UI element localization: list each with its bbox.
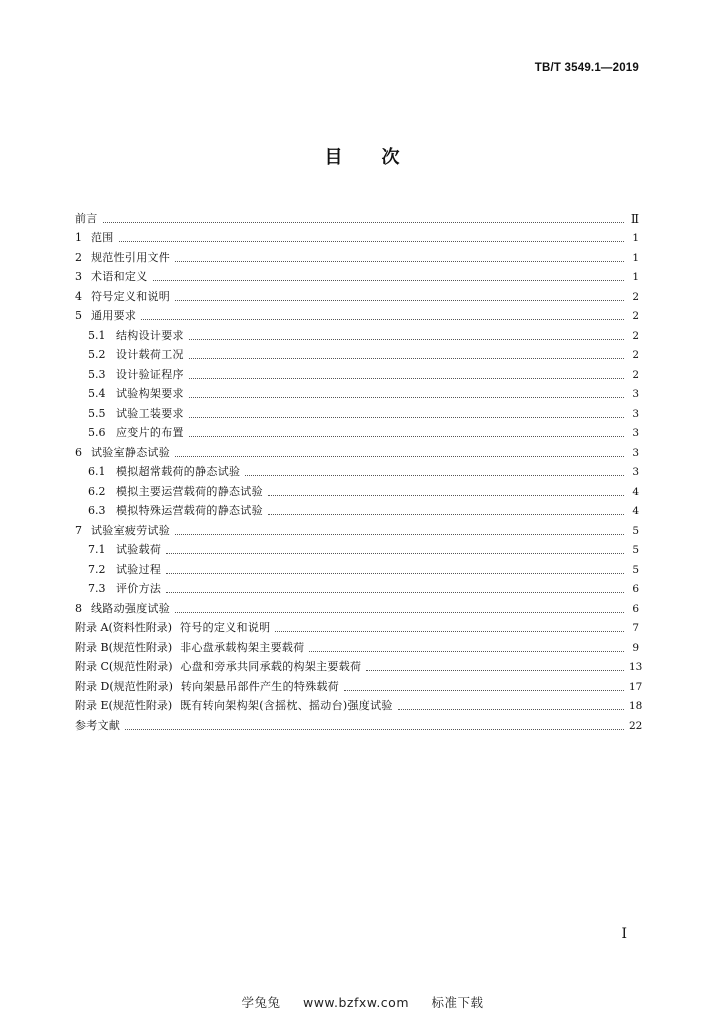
toc-entry[interactable]	[75, 265, 639, 285]
toc-entry-page: 2	[632, 349, 639, 361]
dot-leader	[153, 280, 625, 281]
toc-entry-page: 3	[632, 388, 639, 400]
toc-entry-page: 1	[632, 232, 639, 244]
toc-entry-title: 试验室静态试验	[91, 445, 171, 459]
toc-entry-page: 6	[632, 583, 639, 595]
toc-entry[interactable]	[75, 538, 639, 558]
dot-leader	[189, 417, 624, 418]
toc-entry-number: 5.6	[88, 426, 106, 439]
toc-entry[interactable]	[75, 694, 643, 714]
toc-entry-number: 7.2	[88, 562, 106, 576]
toc-entry-page: 2	[632, 329, 639, 342]
toc-entry[interactable]	[75, 245, 639, 265]
toc-entry-title: 符号的定义和说明	[180, 621, 271, 634]
dot-leader	[245, 475, 624, 476]
dot-leader	[366, 670, 624, 671]
toc-entry[interactable]	[75, 518, 639, 538]
toc-entry[interactable]	[75, 343, 639, 363]
toc-entry-page: 2	[632, 368, 639, 381]
toc-entry-page: 1	[632, 251, 639, 264]
toc-entry-title: 转向架悬吊部件产生的特殊载荷	[180, 679, 340, 693]
toc-entry-title: 设计载荷工况	[116, 348, 184, 361]
toc-entry-page: 22	[629, 719, 643, 732]
footer-watermark	[0, 993, 725, 1011]
toc-entry-number: 附录 E(规范性附录)	[75, 699, 173, 712]
toc-entry-title: 试验构架要求	[116, 387, 184, 400]
toc-entry-title: 模拟主要运营载荷的静态试验	[116, 484, 263, 498]
dot-leader	[275, 631, 624, 632]
toc-entry[interactable]	[75, 499, 639, 519]
toc-entry-page: 17	[629, 680, 643, 693]
dot-leader	[189, 436, 624, 437]
toc-entry-page: 2	[632, 290, 639, 303]
toc-entry-page: 3	[632, 427, 639, 439]
toc-entry-title: 试验过程	[116, 562, 162, 576]
toc-entry[interactable]	[75, 616, 639, 636]
toc-entry-number: 4	[75, 289, 82, 303]
toc-entry-number: 3	[75, 270, 82, 283]
toc-entry[interactable]	[75, 284, 639, 304]
dot-leader	[166, 592, 624, 593]
toc-entry-number: 5.5	[88, 406, 106, 420]
toc-entry[interactable]	[75, 557, 639, 577]
toc-entry[interactable]	[75, 635, 639, 655]
page-number: I	[621, 926, 627, 942]
dot-leader	[175, 261, 624, 262]
toc-entry-page: 3	[632, 446, 639, 459]
dot-leader	[175, 534, 624, 535]
toc-entry-page: 9	[632, 641, 639, 654]
toc-entry[interactable]	[75, 421, 639, 441]
toc-entry[interactable]	[75, 460, 639, 480]
toc-entry-page: 6	[632, 602, 639, 615]
dot-leader	[344, 690, 624, 691]
toc-entry-number: 附录 D(规范性附录)	[75, 679, 173, 693]
toc-entry-number: 7.1	[88, 543, 106, 556]
toc-title	[0, 143, 725, 169]
toc-entry-page: 5	[632, 524, 639, 537]
toc-entry-title: 非心盘承载构架主要载荷	[180, 640, 305, 654]
toc-entry[interactable]	[75, 479, 639, 499]
dot-leader	[398, 709, 624, 710]
toc-entry-title: 试验载荷	[116, 543, 162, 556]
toc-entry[interactable]	[75, 713, 643, 733]
watermark-slogan: 标准下载	[431, 995, 484, 1010]
toc-entry-page: 1	[632, 271, 639, 283]
toc-entry-page: 4	[632, 485, 639, 498]
toc-entry-page: 5	[632, 563, 639, 576]
toc-entry-title: 参考文献	[75, 718, 121, 732]
watermark-url[interactable]: www.bzfxw.com	[302, 995, 410, 1010]
toc-entry-number: 8	[75, 601, 82, 615]
toc-entry-title: 通用要求	[91, 309, 137, 322]
dot-leader	[166, 553, 624, 554]
dot-leader	[189, 378, 624, 379]
dot-leader	[125, 729, 624, 730]
toc-entry-title: 范围	[91, 231, 114, 244]
toc-entry-number: 6.1	[88, 465, 106, 478]
toc-entry-page: 3	[632, 407, 639, 420]
toc-entry-number: 附录 C(规范性附录)	[75, 660, 173, 673]
toc-entry-number: 7.3	[88, 582, 106, 595]
toc-entry-page: Ⅱ	[630, 211, 639, 226]
dot-leader	[119, 241, 624, 242]
toc-entry-page: 18	[629, 700, 643, 712]
toc-entry-number: 6.2	[88, 484, 106, 498]
toc-entry-title: 模拟特殊运营载荷的静态试验	[116, 504, 263, 517]
toc-entry-page: 4	[632, 505, 639, 517]
dot-leader	[189, 358, 624, 359]
toc-entry-number: 6	[75, 445, 82, 459]
toc-entry-title: 试验工装要求	[116, 406, 184, 420]
toc-entry[interactable]	[75, 362, 639, 382]
toc-entry-title: 试验室疲劳试验	[91, 523, 171, 537]
toc-title-char-2: 次	[381, 147, 401, 168]
toc-entry-number: 5	[75, 309, 82, 322]
toc-entry-title: 术语和定义	[91, 270, 148, 283]
toc-entry[interactable]	[75, 674, 643, 694]
toc-entry-title: 规范性引用文件	[91, 250, 171, 264]
toc-entry[interactable]	[75, 440, 639, 460]
toc-entry-number: 5.2	[88, 348, 106, 361]
toc-entry-number: 附录 A(资料性附录)	[75, 621, 173, 634]
toc-entry-number: 5.1	[88, 328, 106, 342]
dot-leader	[309, 651, 624, 652]
toc-entry-number: 附录 B(规范性附录)	[75, 640, 173, 654]
toc-entry-title: 设计验证程序	[116, 367, 184, 381]
toc-entry-number: 7	[75, 523, 82, 537]
dot-leader	[189, 397, 624, 398]
toc-entry-title: 符号定义和说明	[91, 289, 171, 303]
toc-entry[interactable]	[75, 323, 639, 343]
toc-entry-number: 2	[75, 250, 82, 264]
toc-entry[interactable]	[75, 304, 639, 324]
toc-entry-page: 7	[632, 622, 639, 634]
toc-entry-title: 模拟超常载荷的静态试验	[116, 465, 241, 478]
toc-entry-page: 13	[629, 661, 643, 673]
dot-leader	[175, 456, 624, 457]
dot-leader	[268, 514, 624, 515]
toc-entry-title: 评价方法	[116, 582, 162, 595]
toc-entry-number: 6.3	[88, 504, 106, 517]
toc-entry[interactable]	[75, 226, 639, 246]
toc-entry[interactable]	[75, 401, 639, 421]
toc-entry-page: 2	[632, 310, 639, 322]
toc-entry[interactable]	[75, 655, 643, 675]
dot-leader	[189, 339, 624, 340]
dot-leader	[175, 612, 624, 613]
toc-entry-title: 结构设计要求	[116, 328, 184, 342]
toc-entry[interactable]	[75, 382, 639, 402]
toc-entry-number: 5.3	[88, 367, 106, 381]
toc-entry-number: 1	[75, 231, 82, 244]
document-code: TB/T 3549.1—2019	[534, 62, 639, 74]
dot-leader	[141, 319, 624, 320]
toc-entry[interactable]	[75, 206, 639, 226]
toc-entry[interactable]	[75, 577, 639, 597]
dot-leader	[103, 222, 624, 223]
toc-entry-title: 心盘和旁承共同承载的构架主要载荷	[180, 660, 362, 673]
toc-title-char-1: 目	[324, 147, 344, 168]
toc-entry-title: 应变片的布置	[116, 426, 184, 439]
toc-entry[interactable]	[75, 596, 639, 616]
toc-entry-page: 3	[632, 466, 639, 478]
dot-leader	[268, 495, 624, 496]
dot-leader	[175, 300, 624, 301]
toc-entry-number: 5.4	[88, 387, 106, 400]
toc-entry-title: 线路动强度试验	[91, 601, 171, 615]
toc-entry-title: 前言	[75, 211, 98, 225]
toc-entry-page: 5	[632, 544, 639, 556]
table-of-contents	[75, 206, 643, 733]
watermark-site: 学兔兔	[241, 995, 281, 1010]
dot-leader	[166, 573, 624, 574]
toc-entry-title: 既有转向架构架(含摇枕、摇动台)强度试验	[180, 699, 393, 712]
